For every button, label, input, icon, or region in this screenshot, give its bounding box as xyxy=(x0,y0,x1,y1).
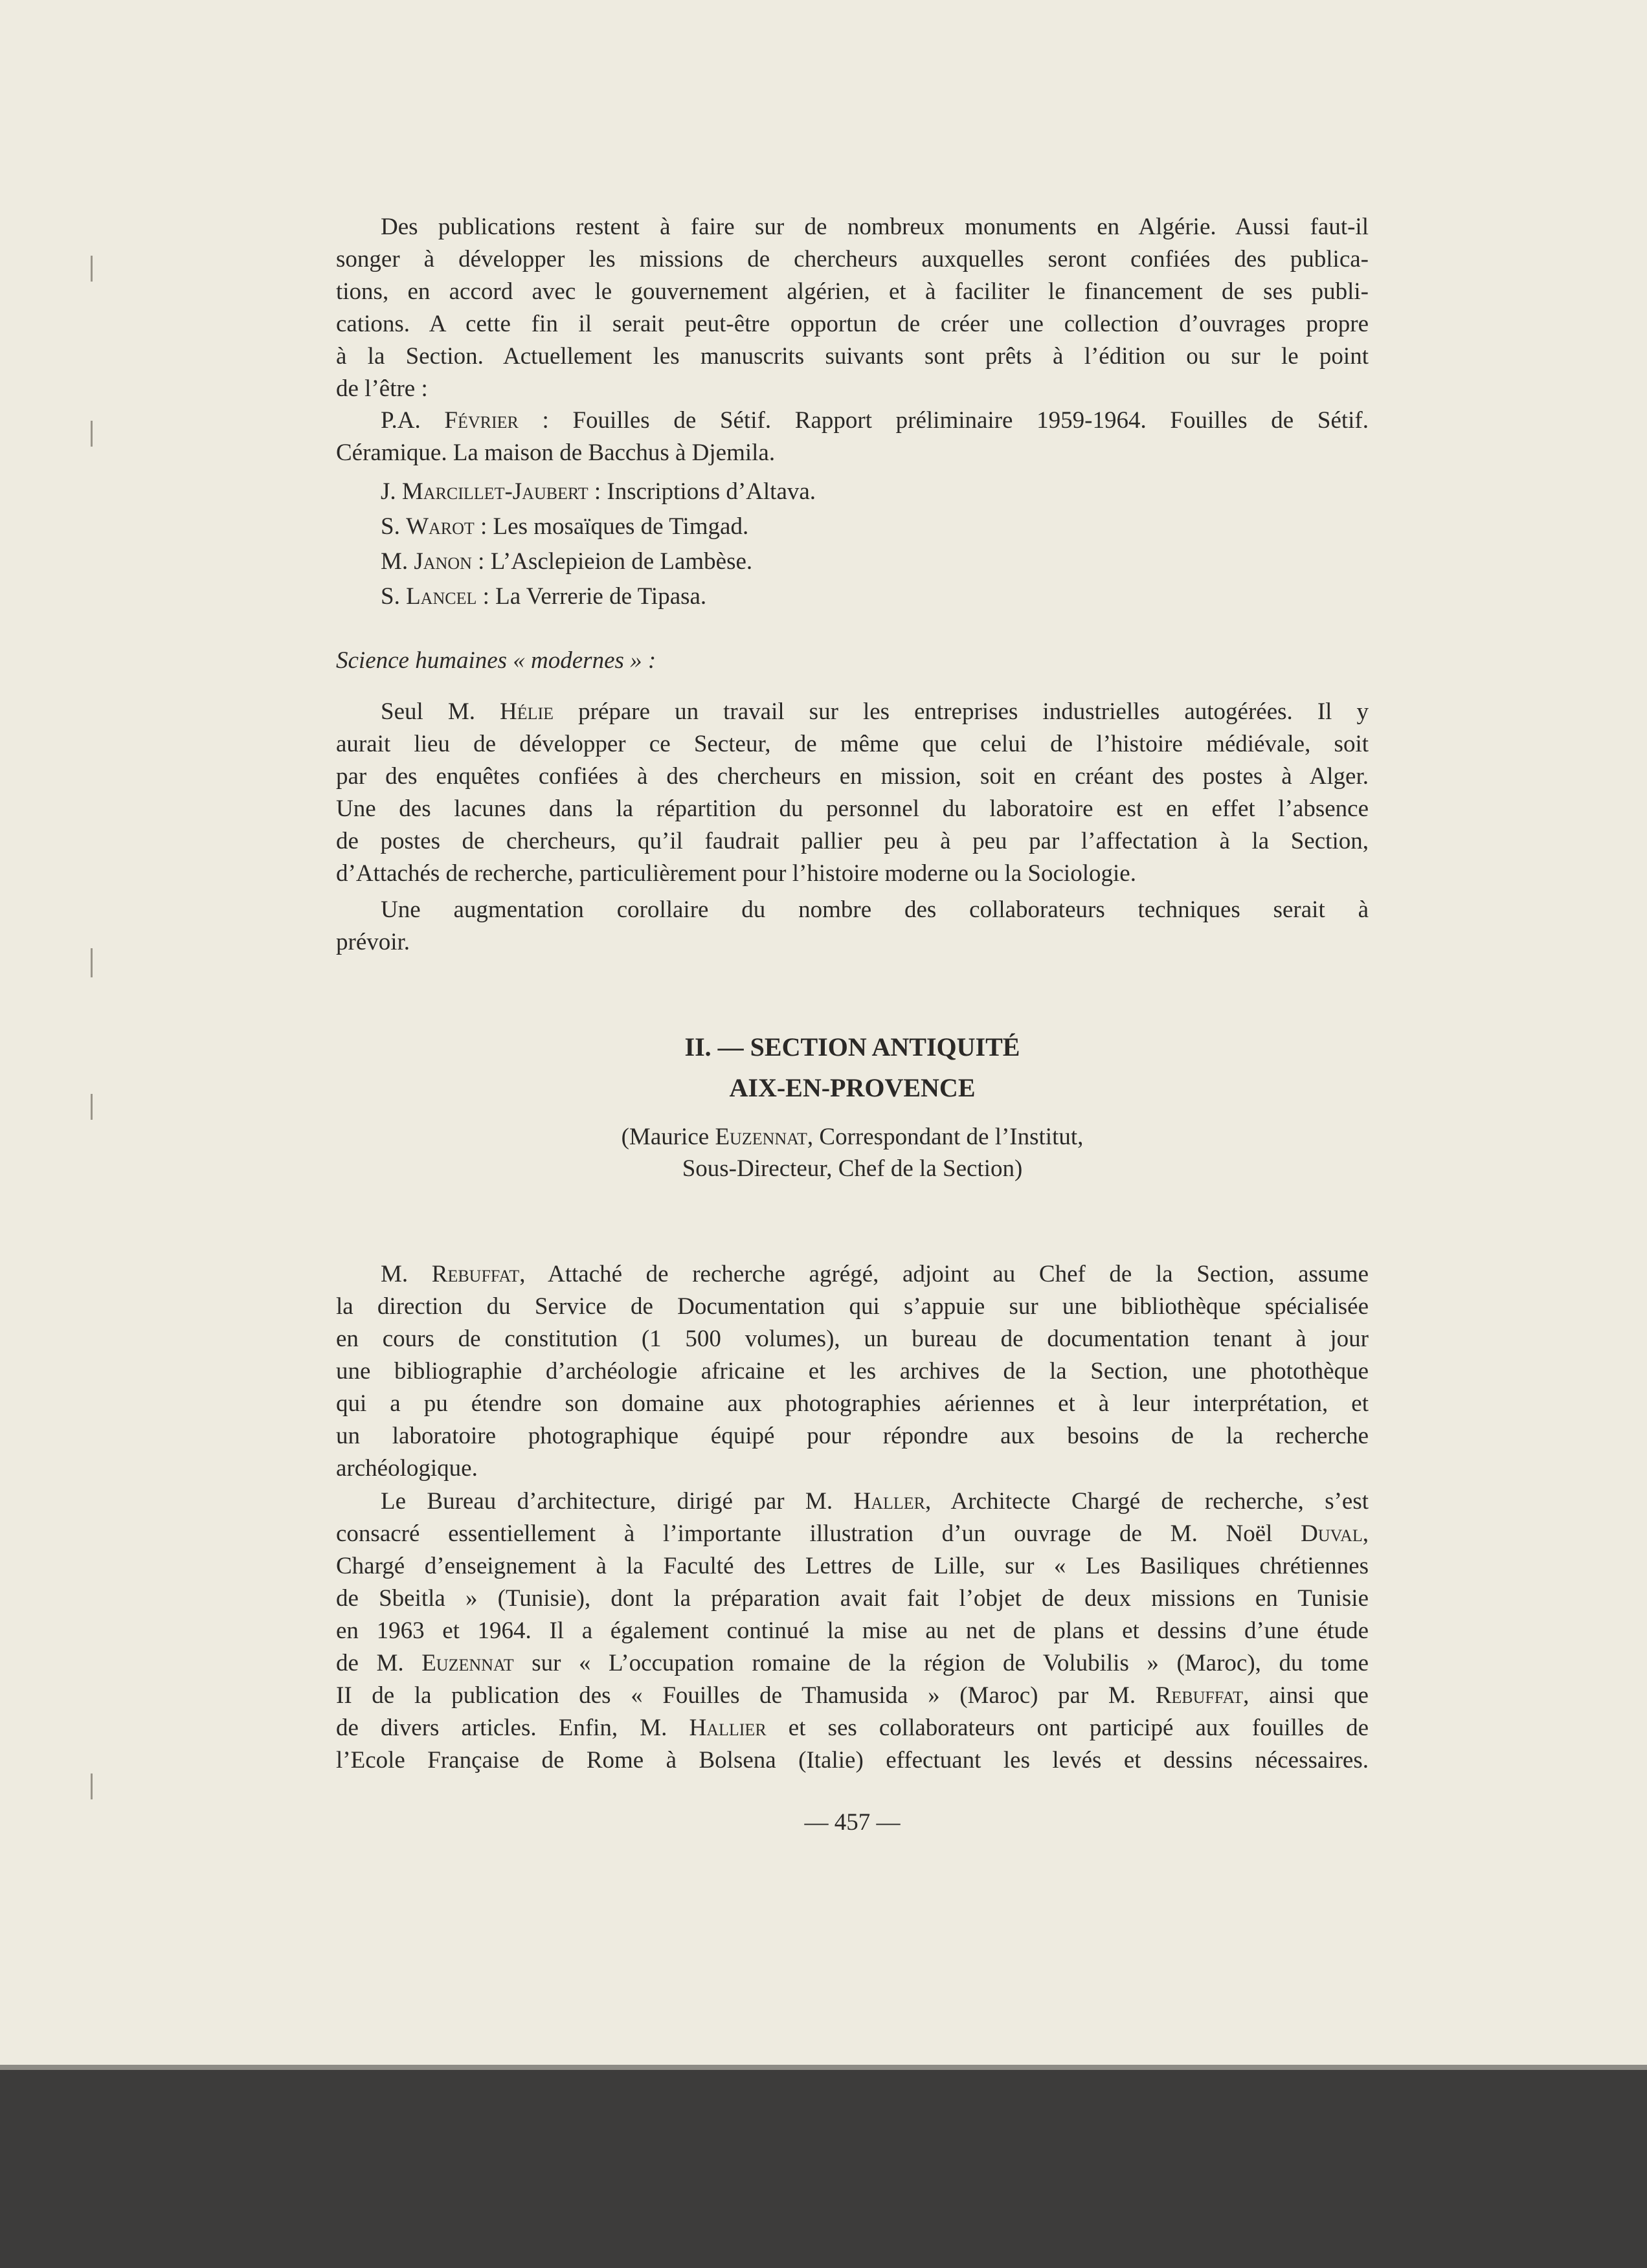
text-segment: par des enquêtes confiées à des chercheurs en mission, soit en créant des postes à Alger. xyxy=(336,763,1369,790)
text-segment: Chargé d’enseignement à la Faculté des Lettres de Lille, sur « Les Basiliques chrétiennes xyxy=(336,1553,1369,1579)
text-segment: : La Verrerie de Tipasa. xyxy=(476,583,707,610)
page-number: — 457 — xyxy=(804,1809,901,1836)
text-segment: à la Section. Actuellement les manuscrits suivants sont prêts à l’édition ou sur le point xyxy=(336,343,1369,370)
manuscript-item xyxy=(336,476,1369,508)
author-name: Janon xyxy=(414,548,472,575)
author-name: Duval xyxy=(1301,1520,1363,1547)
section-title: II. — SECTION ANTIQUITÉ xyxy=(684,1032,1020,1062)
text-segment: , ainsi que xyxy=(1243,1682,1369,1709)
section-heading xyxy=(336,1027,1369,1108)
scanner-bed xyxy=(0,2070,1647,2268)
binding-mark xyxy=(91,256,93,282)
text-line xyxy=(336,405,1369,437)
text-line xyxy=(336,1420,1369,1452)
text-segment: tions, en accord avec le gouvernement algérien, et à faciliter le financement de ses publi- xyxy=(336,278,1369,305)
subheading-text: Science humaines « modernes » : xyxy=(336,647,656,674)
text-line xyxy=(336,1550,1369,1583)
text-line xyxy=(336,1452,1369,1485)
text-segment: Seul M. xyxy=(381,698,500,725)
text-line xyxy=(336,211,1369,243)
text-segment: de l’être : xyxy=(336,375,428,402)
text-line xyxy=(336,476,1369,508)
manuscript-list xyxy=(336,405,1369,613)
paragraph-publications xyxy=(336,211,1369,405)
author-name: Hélie xyxy=(500,698,554,725)
text-line xyxy=(336,1323,1369,1355)
text-segment: , Correspondant de l’Institut, xyxy=(807,1124,1084,1150)
text-line xyxy=(336,793,1369,825)
binding-mark xyxy=(91,948,93,977)
text-line xyxy=(336,437,1369,469)
text-line xyxy=(336,1388,1369,1420)
author-name: Haller xyxy=(853,1488,925,1515)
author-name: Warot xyxy=(406,513,475,540)
text-line xyxy=(336,340,1369,373)
text-segment: , Architecte Chargé de recherche, s’est xyxy=(924,1488,1369,1515)
text-segment: l’Ecole Française de Rome à Bolsena (Italie) effectuant les levés et dessins nécessaires. xyxy=(336,1747,1369,1773)
text-segment: cations. A cette fin il serait peut-être opportun de créer une collection d’ouvrages propre xyxy=(336,311,1369,337)
text-segment: la direction du Service de Documentation qui s’appuie sur une bibliothèque spécialisée xyxy=(336,1293,1369,1320)
text-segment: : Fouilles de Sétif. Rapport préliminaire 1959-1964. Fouilles de Sétif. xyxy=(518,407,1369,434)
text-segment: : L’Asclepieion de Lambèse. xyxy=(471,548,753,575)
text-segment: : Inscriptions d’Altava. xyxy=(588,478,816,505)
text-segment: qui a pu étendre son domaine aux photographies aériennes et à leur interprétation, et xyxy=(336,1390,1369,1417)
text-segment: en 1963 et 1964. Il a également continué la mise au net de plans et dessins d’une étude xyxy=(336,1618,1369,1644)
author-name: Rebuffat xyxy=(1155,1682,1244,1709)
text-segment: un laboratoire photographique équipé pour répondre aux besoins de la recherche xyxy=(336,1423,1369,1449)
text-segment: Des publications restent à faire sur de nombreux monuments en Algérie. Aussi faut-il xyxy=(381,214,1369,240)
section-location: AIX-EN-PROVENCE xyxy=(729,1073,976,1102)
text-segment: songer à développer les missions de chercheurs auxquelles seront confiées des publica- xyxy=(336,246,1369,272)
text-line xyxy=(336,276,1369,308)
author-name: Euzennat xyxy=(421,1650,514,1676)
text-line xyxy=(336,581,1369,613)
manuscript-item xyxy=(336,581,1369,613)
text-segment: Le Bureau d’architecture, dirigé par M. xyxy=(381,1488,854,1515)
binding-mark xyxy=(91,1773,93,1799)
paragraph-rebuffat xyxy=(336,1258,1369,1485)
text-line xyxy=(336,894,1369,926)
binding-mark xyxy=(91,1094,93,1120)
paragraph-bureau-architecture xyxy=(336,1485,1369,1777)
text-segment: M. xyxy=(381,548,414,575)
text-segment: prévoir. xyxy=(336,929,410,955)
text-line xyxy=(336,511,1369,543)
subheading-sciences-humaines xyxy=(336,645,1369,677)
text-segment: , Attaché de recherche agrégé, adjoint au Chef de la Section, assume xyxy=(519,1261,1369,1287)
author-name: Rebuffat xyxy=(431,1261,520,1287)
text-segment: prépare un travail sur les entreprises industrielles autogérées. Il y xyxy=(554,698,1369,725)
manuscript-item xyxy=(336,546,1369,578)
text-line xyxy=(336,1153,1369,1184)
text-segment: de divers articles. Enfin, M. xyxy=(336,1715,689,1741)
author-name: Lancel xyxy=(406,583,477,610)
paragraph-helie xyxy=(336,696,1369,890)
text-segment: P.A. xyxy=(381,407,445,434)
text-line xyxy=(336,1647,1369,1680)
text-line xyxy=(336,1485,1369,1518)
text-segment: de Sbeitla » (Tunisie), dont la préparation avait fait l’objet de deux missions en Tunisie xyxy=(336,1585,1369,1612)
manuscript-item xyxy=(336,511,1369,543)
text-line xyxy=(336,1258,1369,1291)
text-segment: de M. xyxy=(336,1650,422,1676)
text-line xyxy=(336,858,1369,890)
text-line xyxy=(336,926,1369,959)
author-name: Marcillet-Jaubert xyxy=(401,478,588,505)
text-segment: consacré essentiellement à l’importante illustration d’un ouvrage de M. Noël xyxy=(336,1520,1301,1547)
text-line xyxy=(336,728,1369,761)
text-line xyxy=(336,308,1369,340)
text-segment: une bibliographie d’archéologie africaine et les archives de la Section, une photothèque xyxy=(336,1358,1369,1384)
text-segment: S. xyxy=(381,513,407,540)
text-segment: Une des lacunes dans la répartition du personnel du laboratoire est en effet l’absence xyxy=(336,795,1369,822)
manuscript-item xyxy=(336,405,1369,469)
binding-mark xyxy=(91,421,93,447)
text-segment: Céramique. La maison de Bacchus à Djemila. xyxy=(336,439,776,466)
text-segment: , xyxy=(1362,1520,1369,1547)
text-line xyxy=(336,1744,1369,1777)
text-segment: M. xyxy=(381,1261,432,1287)
text-segment: S. xyxy=(381,583,407,610)
text-line xyxy=(336,546,1369,578)
text-segment: II de la publication des « Fouilles de Thamusida » (Maroc) par M. xyxy=(336,1682,1156,1709)
text-segment: J. xyxy=(381,478,402,505)
text-segment: de postes de chercheurs, qu’il faudrait pallier peu à peu par l’affectation à la Section, xyxy=(336,828,1369,854)
text-line xyxy=(336,1583,1369,1615)
text-segment: d’Attachés de recherche, particulièrement pour l’histoire moderne ou la Sociologie. xyxy=(336,860,1136,887)
text-segment: et ses collaborateurs ont participé aux fouilles de xyxy=(766,1715,1369,1741)
text-line xyxy=(336,1615,1369,1647)
text-line xyxy=(336,1121,1369,1153)
text-line xyxy=(336,1680,1369,1712)
author-name: Euzennat xyxy=(715,1124,807,1150)
text-segment: Sous-Directeur, Chef de la Section) xyxy=(682,1155,1023,1182)
text-segment: en cours de constitution (1 500 volumes), un bureau de documentation tenant à jour xyxy=(336,1326,1369,1352)
author-name: Février xyxy=(444,407,519,434)
text-segment: Une augmentation corollaire du nombre des collaborateurs techniques serait à xyxy=(381,896,1369,923)
text-line xyxy=(336,1518,1369,1550)
text-line xyxy=(336,373,1369,405)
text-line xyxy=(336,1712,1369,1744)
section-attribution xyxy=(336,1121,1369,1184)
text-segment: sur « L’occupation romaine de la région de Volubilis » (Maroc), du tome xyxy=(513,1650,1369,1676)
text-line xyxy=(336,243,1369,276)
text-line xyxy=(336,1291,1369,1323)
text-segment: (Maurice xyxy=(621,1124,715,1150)
author-name: Hallier xyxy=(689,1715,767,1741)
paragraph-augmentation xyxy=(336,894,1369,959)
text-line xyxy=(336,1355,1369,1388)
text-line xyxy=(336,696,1369,728)
text-segment: aurait lieu de développer ce Secteur, de même que celui de l’histoire médiévale, soit xyxy=(336,731,1369,757)
text-segment: : Les mosaïques de Timgad. xyxy=(474,513,749,540)
text-segment: archéologique. xyxy=(336,1455,478,1482)
text-line xyxy=(336,761,1369,793)
text-line xyxy=(336,825,1369,858)
